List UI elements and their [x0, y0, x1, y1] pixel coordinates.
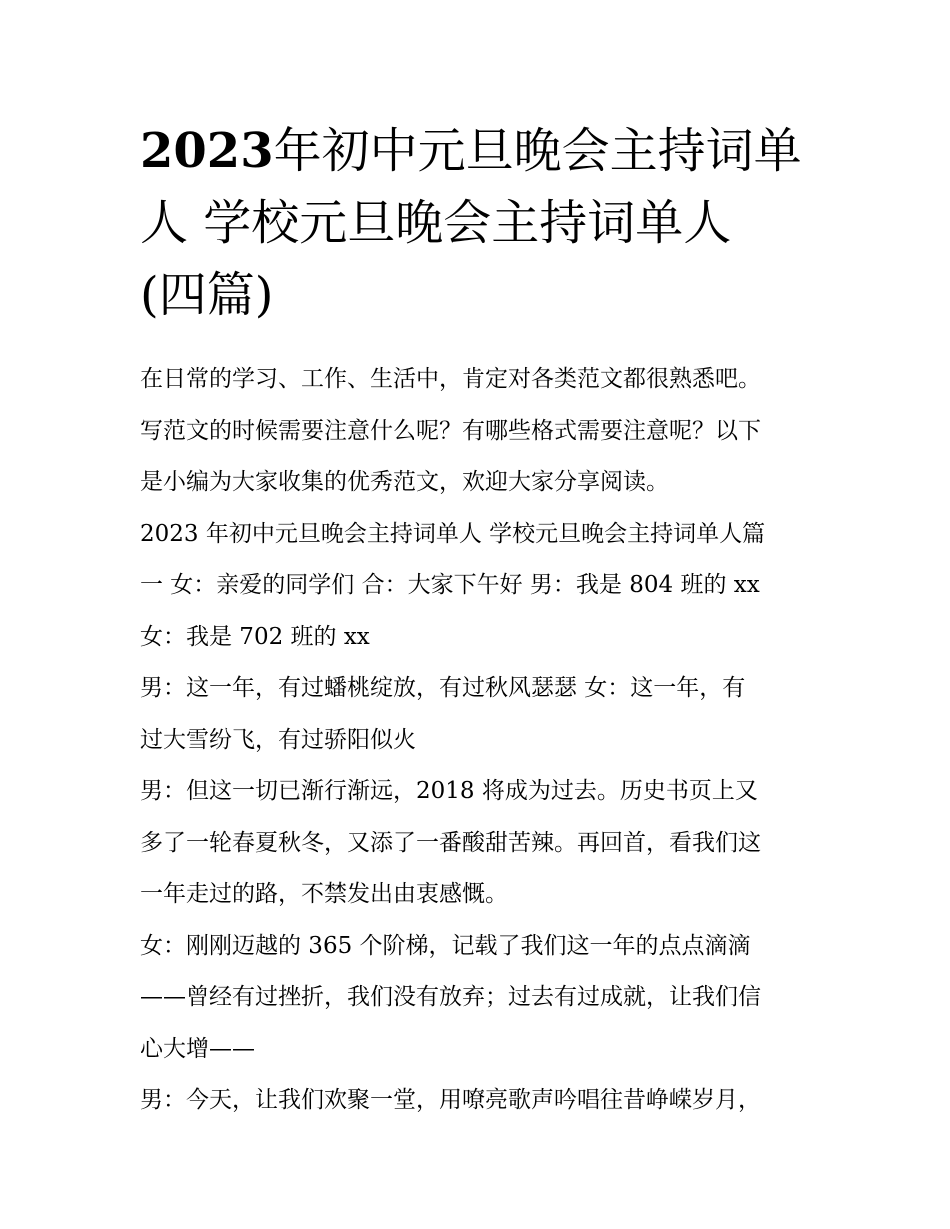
title-line-3 [140, 259, 820, 331]
body-line: 是小编为大家收集的优秀范文，欢迎大家分享阅读。 [140, 469, 669, 495]
body-line: 女：我是 702 班的 xx [140, 623, 370, 650]
body-line: 2023 年初中元旦晚会主持词单人 学校元旦晚会主持词单人篇 [140, 520, 766, 547]
document-body [140, 354, 820, 1127]
body-line: ——曾经有过挫折，我们没有放弃；过去有过成就，让我们信 [140, 984, 761, 1010]
body-line: 男：今天，让我们欢聚一堂，用嘹亮歌声吟唱往昔峥嵘岁月， [140, 1087, 761, 1113]
title-text: (四篇) [140, 267, 274, 323]
body-line: 心大增—— [140, 1035, 255, 1062]
title-line-2 [140, 187, 820, 259]
body-line: 过大雪纷飞，有过骄阳似火 [140, 726, 416, 753]
body-line: 多了一轮春夏秋冬，又添了一番酸甜苦辣。再回首，看我们这 [140, 829, 761, 856]
document-title [140, 115, 820, 331]
title-text: 年初中元旦晚会主持词单 [273, 123, 802, 179]
title-year: 2023 [140, 123, 274, 179]
body-line: 在日常的学习、工作、生活中，肯定对各类范文都很熟悉吧。 [140, 366, 761, 392]
title-line-1 [140, 115, 820, 187]
title-text: 人 学校元旦晚会主持词单人 [140, 195, 732, 251]
body-line: 女：刚刚迈越的 365 个阶梯，记载了我们这一年的点点滴滴 [140, 932, 751, 959]
body-line: 男：这一年，有过蟠桃绽放，有过秋风瑟瑟 女：这一年，有 [140, 675, 746, 701]
body-line: 一 女：亲爱的同学们 合：大家下午好 男：我是 804 班的 xx [140, 572, 760, 598]
body-line: 写范文的时候需要注意什么呢？有哪些格式需要注意呢？以下 [140, 417, 761, 444]
body-line: 男：但这一切已渐行渐远，2018 将成为过去。历史书页上又 [140, 778, 758, 804]
body-line: 一年走过的路，不禁发出由衷感慨。 [140, 881, 508, 907]
